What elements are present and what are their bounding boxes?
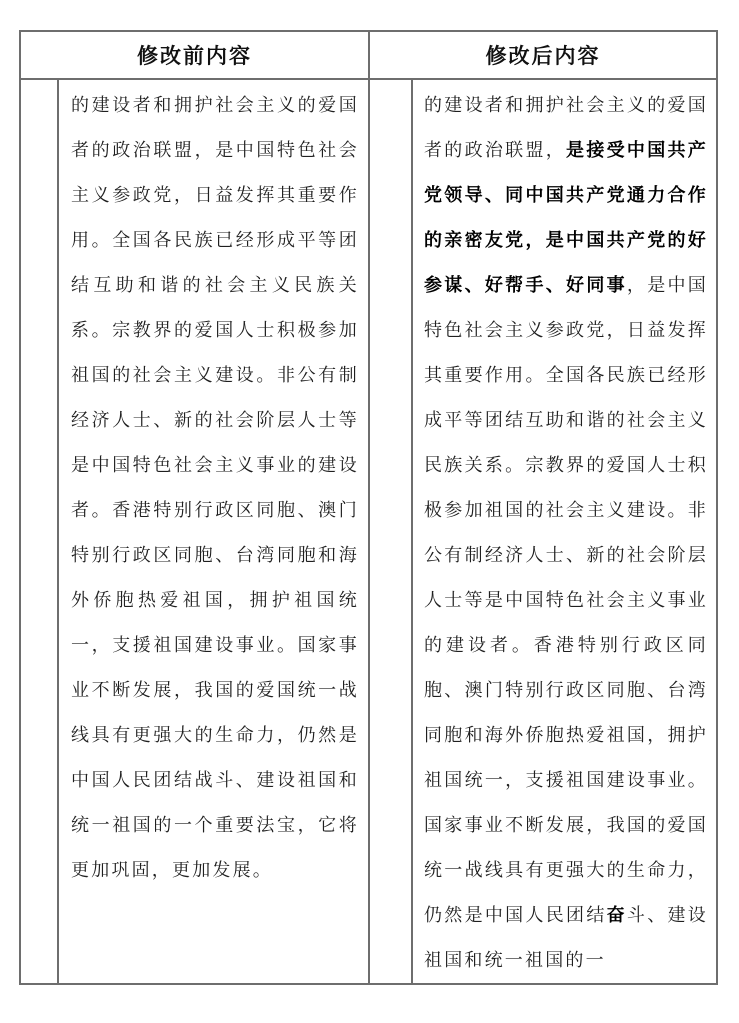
header-before [21,32,368,78]
header-after [370,32,716,78]
before-margin-cell [21,80,57,983]
revision-comparison-table [19,30,718,985]
text-run: ，是中国特色社会主义参政党，日益发挥其重要作用。全国各民族已经形成平等团结互助和谐的社会主义民族关系。宗教界的爱国人士积极参加祖国的社会主义建设。非公有制经济人士、新的社会阶层人士等是中国特色社会主义事业的建设者。香港特别行政区同胞、澳门特别行政区同胞、台湾同胞和海外侨胞热爱祖国，拥护祖国统一，支援祖国建设事业。国家事业不断发展，我国的爱国统一战线具有更强大的生命力，仍然是中国人民团结 [424,275,708,925]
header-before-label: 修改前内容 [137,45,252,68]
inserted-revision-run: 是接受中国共产党领导、同中国共产党通力合作的亲密友党，是中国共产党的好参谋、好帮手、好同事 [424,140,708,295]
inserted-revision-run: 奋 [606,905,627,925]
before-content-cell [59,80,368,983]
after-content-cell [413,80,716,983]
after-paragraph [413,80,716,983]
text-run: 的建设者和拥护社会主义的爱国者的政治联盟，是中国特色社会主义参政党，日益发挥其重要作用。全国各民族已经形成平等团结互助和谐的社会主义民族关系。宗教界的爱国人士积极参加祖国的社会主义建设。非公有制经济人士、新的社会阶层人士等是中国特色社会主义事业的建设者。香港特别行政区同胞、澳门特别行政区同胞、台湾同胞和海外侨胞热爱祖国，拥护祖国统一，支援祖国建设事业。国家事业不断发展，我国的爱国统一战线具有更强大的生命力，仍然是中国人民团结战斗、建设祖国和统一祖国的一个重要法宝，它将更加巩固，更加发展。 [71,95,359,880]
text-run: 斗、建设祖国和统一祖国的一 [424,905,708,970]
header-after-label: 修改后内容 [485,45,601,68]
before-paragraph [59,80,368,893]
text-run: 的建设者和拥护社会主义的爱国者的政治联盟， [424,95,708,160]
after-margin-cell [370,80,411,983]
